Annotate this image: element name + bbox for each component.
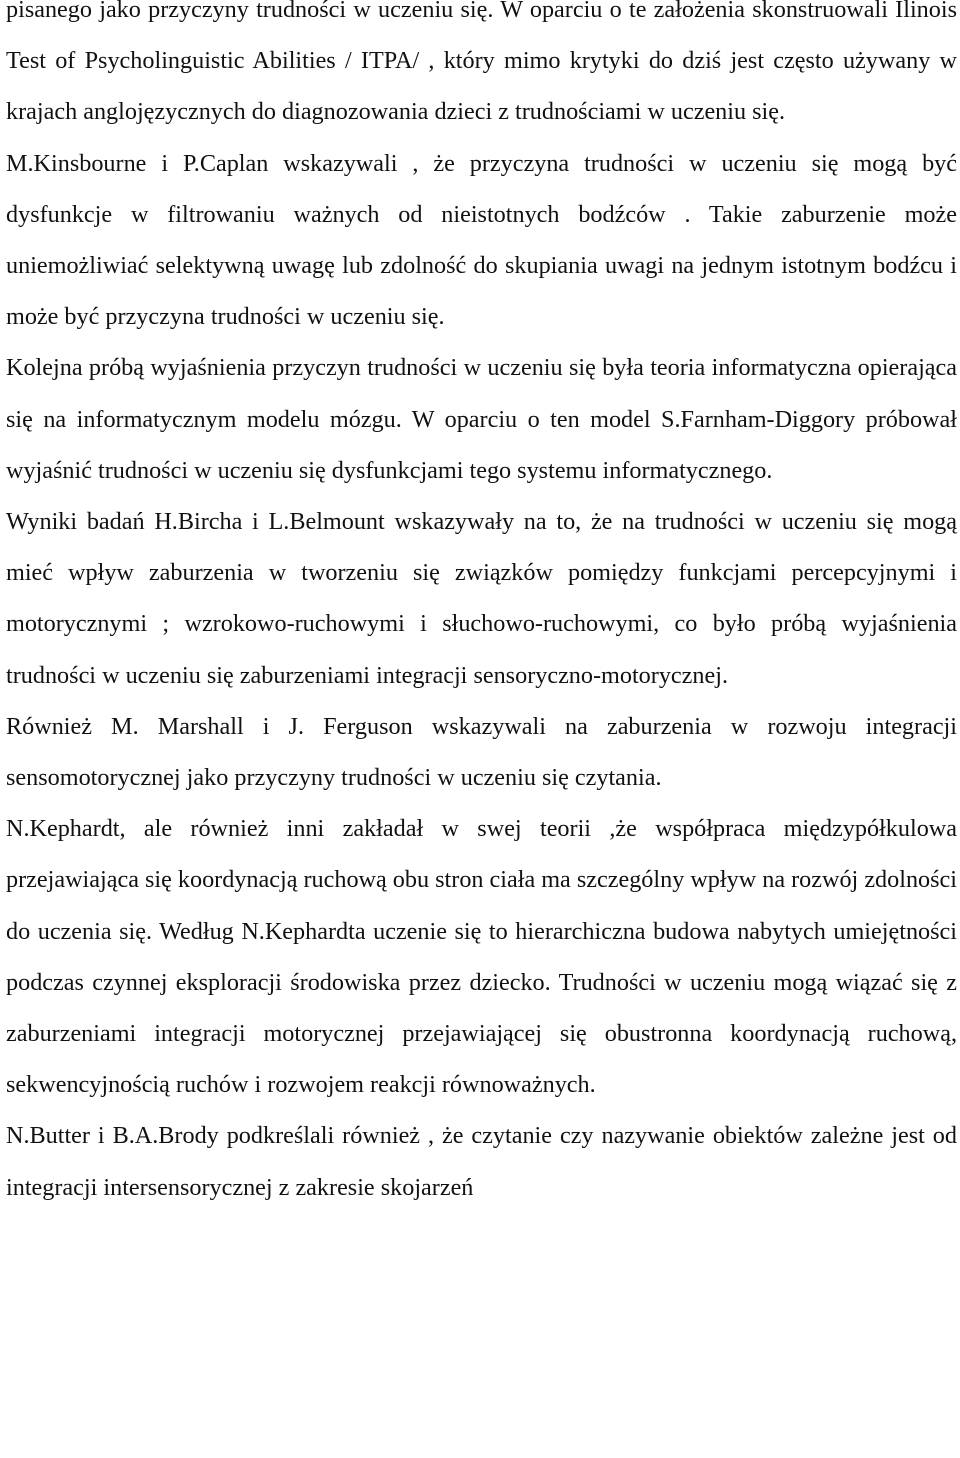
document-page <box>6 0 957 1213</box>
paragraph-butter-brody: N.Butter i B.A.Brody podkreślali również , że czytanie czy nazywanie obiektów zależne jest od integracji intersensorycznej z zakresie skojarzeń <box>6 1122 957 1201</box>
paragraph-marshall-ferguson: Również M. Marshall i J. Ferguson wskazywali na zaburzenia w rozwoju integracji sensomotorycznej jako przyczyny trudności w uczeniu się czytania. <box>6 712 957 792</box>
paragraph-kephardt: N.Kephardt, ale również inni zakładał w swej teorii ,że współpraca międzypółkulowa przejawiająca się koordynacją ruchową obu stron ciała ma szczególny wpływ na rozwój zdolności do uczenia się. Według N.Kephardta uczenie się to hierarchiczna budowa nabytych umiejętności podczas czynnej eksploracji środowiska przez dziecko. Trudności w uczeniu mogą wiązać się z zaburzeniami integracji motorycznej przejawiającej się obustronna koordynacją ruchową, sekwencyjnością ruchów i rozwojem reakcji równoważnych. <box>6 815 958 1099</box>
paragraph-informatic-theory: Kolejna próbą wyjaśnienia przyczyn trudności w uczeniu się była teoria informatyczna opierająca się na informatycznym modelu mózgu. W oparciu o ten model S.Farnham-Diggory próbował wyjaśnić trudności w uczeniu się dysfunkcjami tego systemu informatycznego. <box>6 354 957 484</box>
paragraph-birch-belmount: Wyniki badań H.Bircha i L.Belmount wskazywały na to, że na trudności w uczeniu się mogą mieć wpływ zaburzenia w tworzeniu się związków pomiędzy funkcjami percepcyjnymi i motorycznymi ; wzrokowo-ruchowymi i słuchowo-ruchowymi, co było próbą wyjaśnienia trudności w uczeniu się zaburzeniami integracji sensoryczno-motorycznej. <box>6 508 957 689</box>
paragraph-kinsbourne-caplan: M.Kinsbourne i P.Caplan wskazywali , że przyczyna trudności w uczeniu się mogą być dysfunkcje w filtrowaniu ważnych od nieistotnych bodźców . Takie zaburzenie może uniemożliwiać selektywną uwagę lub zdolność do skupiania uwagi na jednym istotnym bodźcu i może być przyczyna trudności w uczeniu się. <box>6 149 957 331</box>
paragraph-itpa: pisanego jako przyczyny trudności w uczeniu się. W oparciu o te założenia skonstruowali Ilinois Test of Psycholinguistic Abilities / ITPA/ , który mimo krytyki do dziś jest często używany w krajach anglojęzycznych do diagnozowania dzieci z trudnościami w uczeniu się. <box>6 0 957 126</box>
